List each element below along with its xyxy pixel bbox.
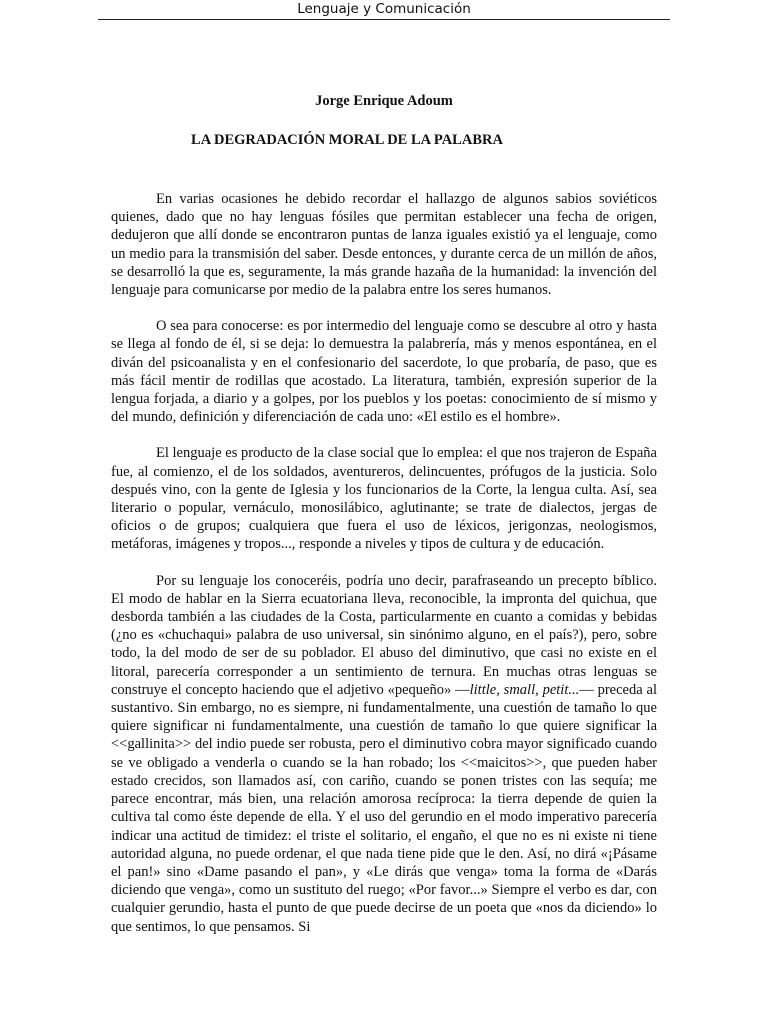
header-rule [98, 19, 670, 20]
paragraph-1: En varias ocasiones he debido recordar el hallazgo de algunos sabios soviéticos quienes, dado que no hay lenguas fósiles que permitan establecer una fecha de origen, dedujeron que allí donde se encontraron puntas de lanza iguales existió ya el lenguaje, como un medio para la transmisión del saber. Desde entonces, y durante cerca de un millón de años, se desarrolló la que es, seguramente, la más grande hazaña de la humanidad: la invención del lenguaje para comunicarse por medio de la palabra entre los seres humanos. [111, 191, 657, 299]
author-name: Jorge Enrique Adoum [315, 93, 453, 109]
paragraph-4-text-a: Por su lenguaje los conoceréis, podría uno decir, parafraseando un precepto bíblico. El modo de hablar en la Sierra ecuatoriana lleva, reconocible, la impronta del quichua, que desborda también a las ciudades de la Costa, particularmente en cuanto a comidas y bebidas (¿no es «chuchaqui» palabra de uso universal, sin sinónimo alguno, en el país?), pero, sobre todo, la del modo de ser de su poblador. El abuso del diminutivo, que casi no existe en el litoral, parecería corresponder a un sentimiento de ternura. En muchas otras lenguas se construye el concepto haciendo que el adjetivo «pequeño» — [111, 572, 657, 698]
body-text [111, 190, 657, 954]
paragraph-4-text-b: — preceda al sustantivo. Sin embargo, no es siempre, ni fundamentalmente, una cuestión de tamaño lo que quiere significar ni fundamentalmente, una cuestión de tamaño lo que quiere significar la <<gallinita>> del indio puede ser robusta, pero el diminutivo cobra mayor significado cuando se ve obligado a venderla o cuando se la han robado; los <<maicitos>>, que pueden haber estado crecidos, son llamados así, con cariño, cuando se ponen tristes con las sequía; me parece encontrar, más bien, una relación amorosa recíproca: la tierra depende de quien la cultiva tal como éste depende de ella. Y el uso del gerundio en el modo imperativo parecería indicar una actitud de timidez: el triste el solitario, el engaño, el que no es ni existe ni tiene autoridad alguna, no puede ordenar, el que nada tiene pide que le den. Así, no dirá «¡Pásame el pan!» sino «Dame pasando el pan», y «Le dirás que venga» toma la forma de «Darás diciendo que venga», como un sustituto del ruego; «Por favor...» Siempre el verbo es dar, con cualquier gerundio, hasta el punto de que puede decirse de un poeta que «nos da diciendo» lo que sentimos, lo que pensamos. Si [111, 681, 657, 935]
paragraph-2: O sea para conocerse: es por intermedio del lenguaje como se descubre al otro y hasta se llega al fondo de él, si se deja: lo demuestra la palabrería, más y menos espontánea, en el diván del psicoanalista y en el confesionario del sacerdote, lo que probaría, de paso, que es más fácil mentir de rodillas que acostado. La literatura, también, expresión superior de la lengua forjada, a diario y a golpes, por los pueblos y los poetas: conocimiento de sí mismo y del mundo, definición y diferenciación de cada uno: «El estilo es el hombre». [111, 318, 657, 426]
running-header: Lenguaje y Comunicación [297, 1, 471, 17]
document-title: LA DEGRADACIÓN MORAL DE LA PALABRA [191, 132, 503, 148]
paragraph-4-italic: little, small, petit... [469, 681, 580, 698]
paragraph-4 [111, 572, 657, 936]
paragraph-3: El lenguaje es producto de la clase social que lo emplea: el que nos trajeron de España fue, al comienzo, el de los soldados, aventureros, delincuentes, prófugos de la justicia. Solo después vino, con la gente de Iglesia y los funcionarios de la Corte, la lengua culta. Así, sea literario o popular, vernáculo, monosilábico, aglutinante; se trate de dialectos, jergas de oficios o de grupos; cualquiera que fuera el uso de léxicos, jerigonzas, neologismos, metáforas, imágenes y tropos..., responde a niveles y tipos de cultura y de educación. [111, 445, 657, 553]
